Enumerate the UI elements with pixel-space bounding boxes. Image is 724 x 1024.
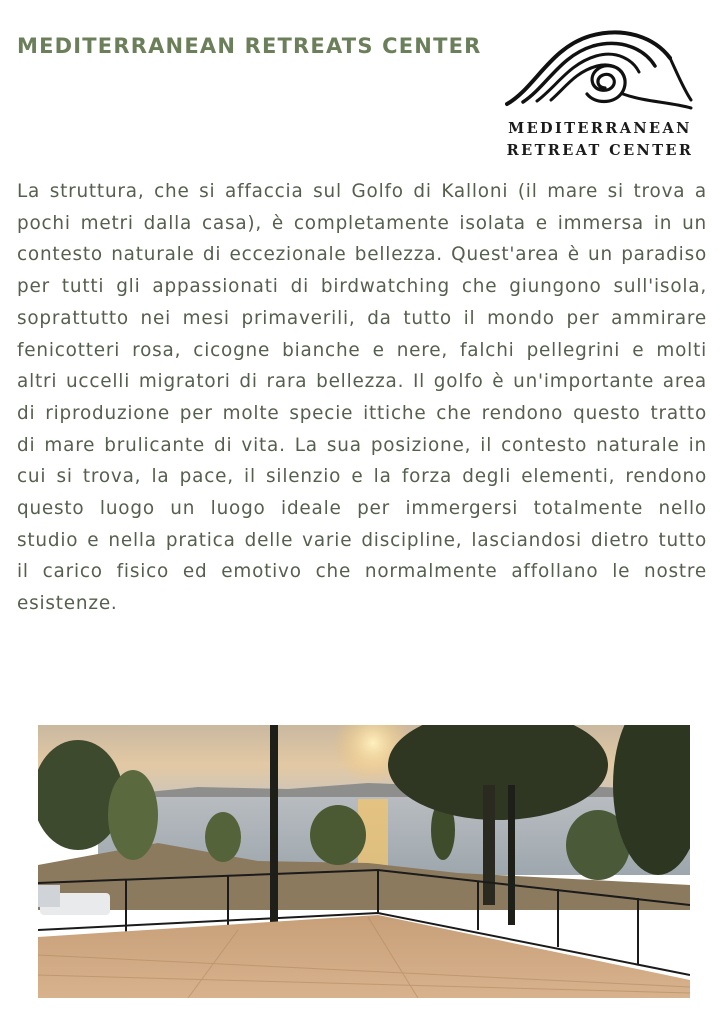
wave-spiral-icon [505, 28, 695, 110]
sunset-terrace-photo [38, 725, 690, 998]
body-paragraph: La struttura, che si affaccia sul Golfo di Kalloni (il mare si trova a pochi metri dalla casa), è completamente isolata e immersa in un contesto naturale di eccezionale bellezza. Quest'area è un paradiso per tutti gli appassionati di birdwatching che giungono sull'isola, soprattutto nei mesi primaverili, da tutto il mondo per ammirare fenicotteri rosa, cicogne bianche e nere, falchi pellegrini e molti altri uccelli migratori di rara bellezza. Il golfo è un'importante area di riproduzione per molte specie ittiche che rendono questo tratto di mare brulicante di vita. La sua posizione, il contesto naturale in cui si trova, la pace, il silenzio e la forza degli elementi, rendono questo luogo un luogo ideale per immergersi totalmente nello studio e nella pratica delle varie discipline, lasciandosi dietro tutto il carico fisico ed emotivo che normalmente affollano le nostre esistenze. [17, 181, 707, 615]
logo-text-line1: MEDITERRANEAN [508, 120, 692, 137]
page-title: MEDITERRANEAN RETREATS CENTER [17, 34, 482, 58]
logo [500, 28, 700, 168]
logo-text-line2: RETREAT CENTER [506, 142, 694, 159]
